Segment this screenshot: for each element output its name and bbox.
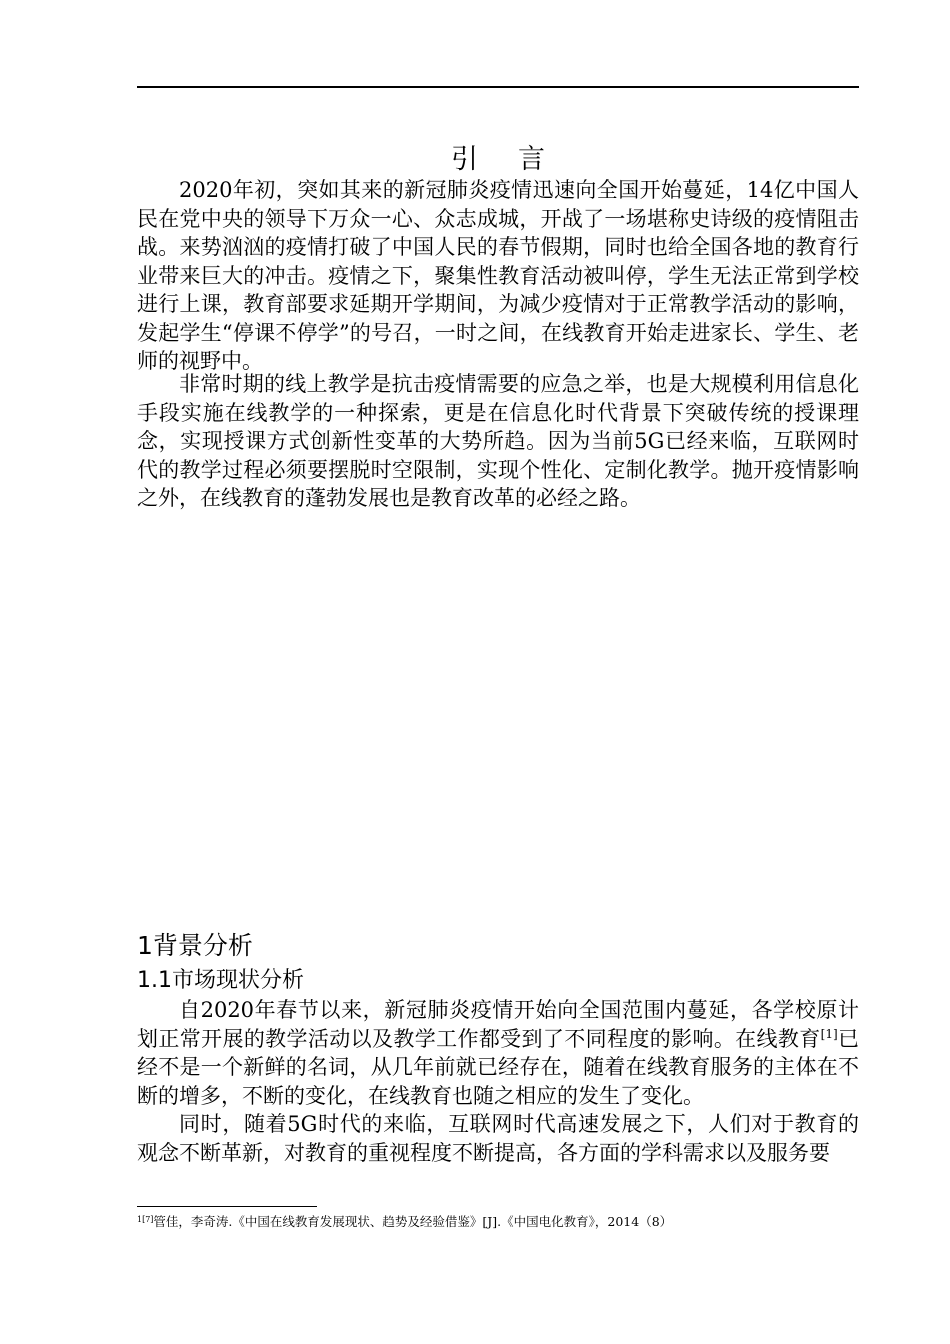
- paragraph-text-before-citation: 自2020年春节以来，新冠肺炎疫情开始向全国范围内蔓延，各学校原计划正常开展的教学活动以及教学工作都受到了不同程度的影响。在线教育: [137, 998, 859, 1051]
- footnote-text: 管佳，李奇涛.《中国在线教育发展现状、趋势及经验借鉴》[J].《中国电化教育》，2014（8）: [153, 1214, 673, 1229]
- citation-mark[interactable]: [1]: [820, 1026, 838, 1041]
- section-paragraph-1: [137, 996, 859, 1110]
- intro-paragraph-2: 非常时期的线上教学是抗击疫情需要的应急之举，也是大规模利用信息化手段实施在线教学的一种探索，更是在信息化时代背景下突破传统的授课理念，实现授课方式创新性变革的大势所趋。因为当前5G已经来临，互联网时代的教学过程必须要摆脱时空限制，实现个性化、定制化教学。抛开疫情影响之外，在线教育的蓬勃发展也是教育改革的必经之路。: [137, 372, 859, 510]
- paragraph-text-after-citation: 已经不是一个新鲜的名词，从几年前就已经存在，随着在线教育服务的主体在不断的增多，不断的变化，在线教育也随之相应的发生了变化。: [137, 1026, 860, 1108]
- header-rule: [137, 86, 859, 88]
- footnote-mark: 1[7]: [137, 1215, 154, 1224]
- intro-paragraph-1: 2020年初，突如其来的新冠肺炎疫情迅速向全国开始蔓延，14亿中国人民在党中央的领导下万众一心、众志成城，开战了一场堪称史诗级的疫情阻击战。来势汹汹的疫情打破了中国人民的春节假期，同时也给全国各地的教育行业带来巨大的冲击。疫情之下，聚集性教育活动被叫停，学生无法正常到学校进行上课，教育部要求延期开学期间，为减少疫情对于正常教学活动的影响，发起学生“停课不停学”的号召，一时之间，在线教育开始走进家长、学生、老师的视野中。: [137, 178, 859, 373]
- footnote-rule: [137, 1206, 317, 1207]
- section-paragraph-2: 同时，随着5G时代的来临，互联网时代高速发展之下，人们对于教育的观念不断革新，对教育的重视程度不断提高，各方面的学科需求以及服务要: [137, 1112, 859, 1165]
- footnote: [137, 1214, 859, 1230]
- section-heading: 1背景分析: [137, 931, 253, 960]
- page-title: 引言: [451, 144, 585, 175]
- subsection-heading: 1.1市场现状分析: [137, 968, 304, 993]
